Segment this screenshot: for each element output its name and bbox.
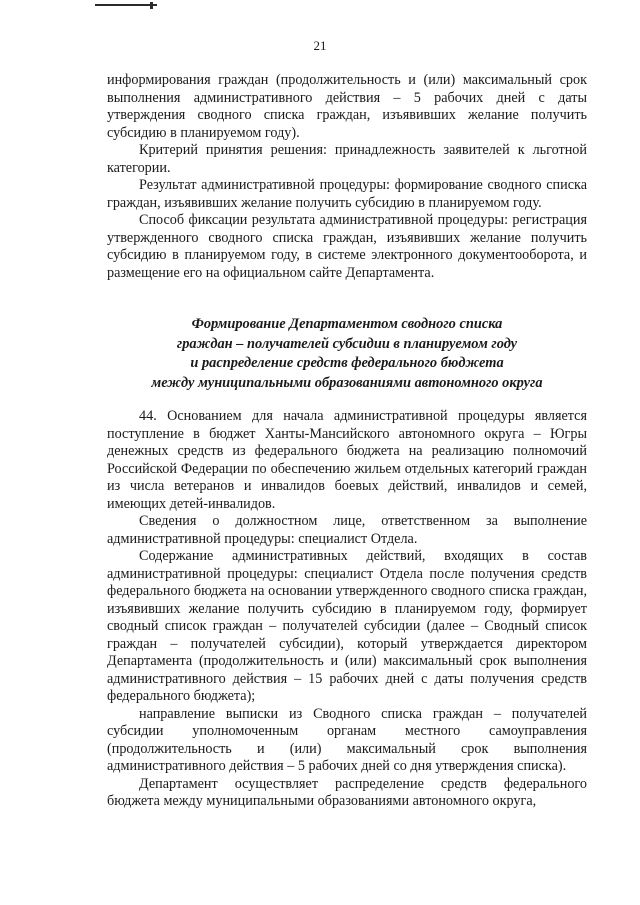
paragraph: информирования граждан (продолжительность и (или) максимальный срок выполнения административного действия – 5 рабочих дней с даты утверждения сводного списка граждан, изъявивших желание получить субсидию в планируемом году).: [107, 72, 587, 141]
heading-line: Формирование Департаментом сводного списка: [191, 316, 503, 332]
paragraph: направление выписки из Сводного списка граждан – получателей субсидии уполномоченным органам местного самоуправления (продолжительность и (или) максимальный срок выполнения административного действия – 5 рабочих дней со дня утверждения списка).: [107, 705, 587, 774]
paragraph: 44. Основанием для начала административной процедуры является поступление в бюджет Ханты-Мансийского автономного округа – Югры денежных средств из федерального бюджета на реализацию полномочий Российской Федерации по обеспечению жильем отдельных категорий граждан из числа ветеранов и инвалидов боевых действий, инвалидов и семей, имеющих детей-инвалидов.: [107, 408, 587, 512]
paragraph: Департамент осуществляет распределение средств федерального бюджета между муниципальными образованиями автономного округа,: [107, 775, 587, 809]
heading-line: граждан – получателей субсидии в планируемом году: [176, 335, 518, 352]
scan-artifact-dot: [150, 2, 153, 9]
heading-line: и распределение средств федерального бюджета: [190, 355, 504, 371]
document-body: [107, 72, 587, 811]
heading-line: между муниципальными образованиями автономного округа: [151, 374, 543, 391]
page-number: 21: [313, 38, 327, 53]
paragraph: Критерий принятия решения: принадлежность заявителей к льготной категории.: [107, 142, 587, 176]
paragraph: Содержание административных действий, входящих в состав административной процедуры: специалист Отдела после получения средств федерального бюджета на основании утвержденного сводного списка граждан, изъявивших желание получить субсидию в планируемом году, формирует сводный список граждан – получателей субсидии (далее – Сводный список граждан – получателей субсидии), который утверждается директором Департамента (продолжительность и (или) максимальный срок выполнения административного действия – 15 рабочих дней с даты получения средств федерального бюджета);: [107, 548, 587, 704]
paragraph: Сведения о должностном лице, ответственном за выполнение административной процедуры: специалист Отдела.: [107, 513, 587, 547]
paragraph: Результат административной процедуры: формирование сводного списка граждан, изъявивших желание получить субсидию в планируемом году.: [107, 177, 587, 211]
scan-artifact-line: [95, 4, 157, 6]
paragraph: Способ фиксации результата административной процедуры: регистрация утвержденного сводного списка граждан, изъявивших желание получить субсидию в планируемом году, в системе электронного документооборота, и размещение его на официальном сайте Департамента.: [107, 212, 587, 281]
section-heading: [107, 315, 587, 393]
